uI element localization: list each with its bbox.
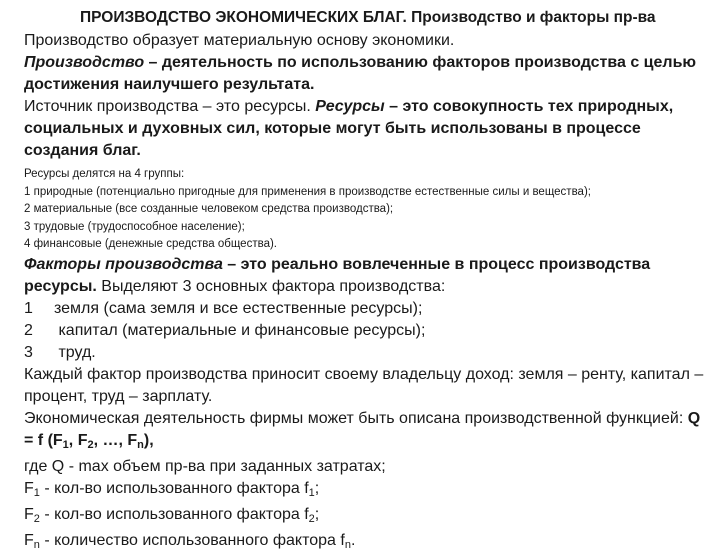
function-formula: Q = f ($F_1$, $F_2$, …, $F_n$),: [24, 409, 701, 451]
intro-text: Производство образует материальную основу экономики.: [24, 32, 455, 49]
factor-item: 2 капитал (материальные и финансовые ресурсы);: [24, 321, 426, 339]
production-definition-text: – деятельность по использованию факторов производства с целью достижения наилучшего результата.: [24, 54, 697, 93]
groups-heading: Ресурсы делятся на 4 группы:: [24, 168, 185, 180]
group-item: 2 материальные (все созданные человеком средства производства);: [24, 203, 394, 215]
group-item: 4 финансовые (денежные средства общества).: [24, 238, 277, 250]
function-lead: Экономическая деятельность фирмы может быть описана производственной функцией:: [24, 409, 688, 427]
factors-tail: Выделяют 3 основных фактора производства:: [101, 277, 446, 295]
production-function: [24, 408, 706, 456]
factor-definition: $F_1 - кол-во$ использованного фактора $f_1$;: [24, 479, 320, 499]
factor-definition: $F_2 - кол-во$ использованного фактора $f_2$;: [24, 505, 320, 525]
group-item: 1 природные (потенциально пригодные для применения в производстве естественные силы и вещества);: [24, 185, 591, 198]
factors-term: Факторы производства: [24, 255, 223, 273]
factor-item: 1 земля (сама земля и все естественные ресурсы);: [24, 299, 423, 317]
resources-definition-text: – это совокупность тех природных, социальных и духовных сил, которые могут быть использованы в процессе создания благ.: [24, 98, 674, 159]
function-where: где Q - max объем пр-ва при заданных затратах;: [24, 457, 386, 475]
factor-item: 3 труд.: [24, 343, 96, 361]
factor-definition: $F_n$ - количество использованного фактора $f_n$.: [24, 531, 356, 551]
group-item: 3 трудовые (трудоспособное население);: [24, 220, 245, 233]
page-title: ПРОИЗВОДСТВО ЭКОНОМИЧЕСКИХ БЛАГ. Производство и факторы пр-ва: [80, 9, 656, 26]
resources-lead: Источник производства – это ресурсы.: [24, 98, 316, 115]
factors-definition-text: – это реально вовлеченные в процесс производства ресурсы.: [24, 255, 651, 295]
factors-definition: [24, 254, 706, 298]
resources-term: Ресурсы: [315, 98, 385, 115]
production-definition: [24, 52, 706, 96]
income-text: Каждый фактор производства приносит своему владельцу доход: земля – ренту, капитал – процент, труд – зарплату.: [24, 365, 704, 405]
production-term: Производство: [24, 54, 145, 71]
resources-definition: [24, 96, 706, 162]
